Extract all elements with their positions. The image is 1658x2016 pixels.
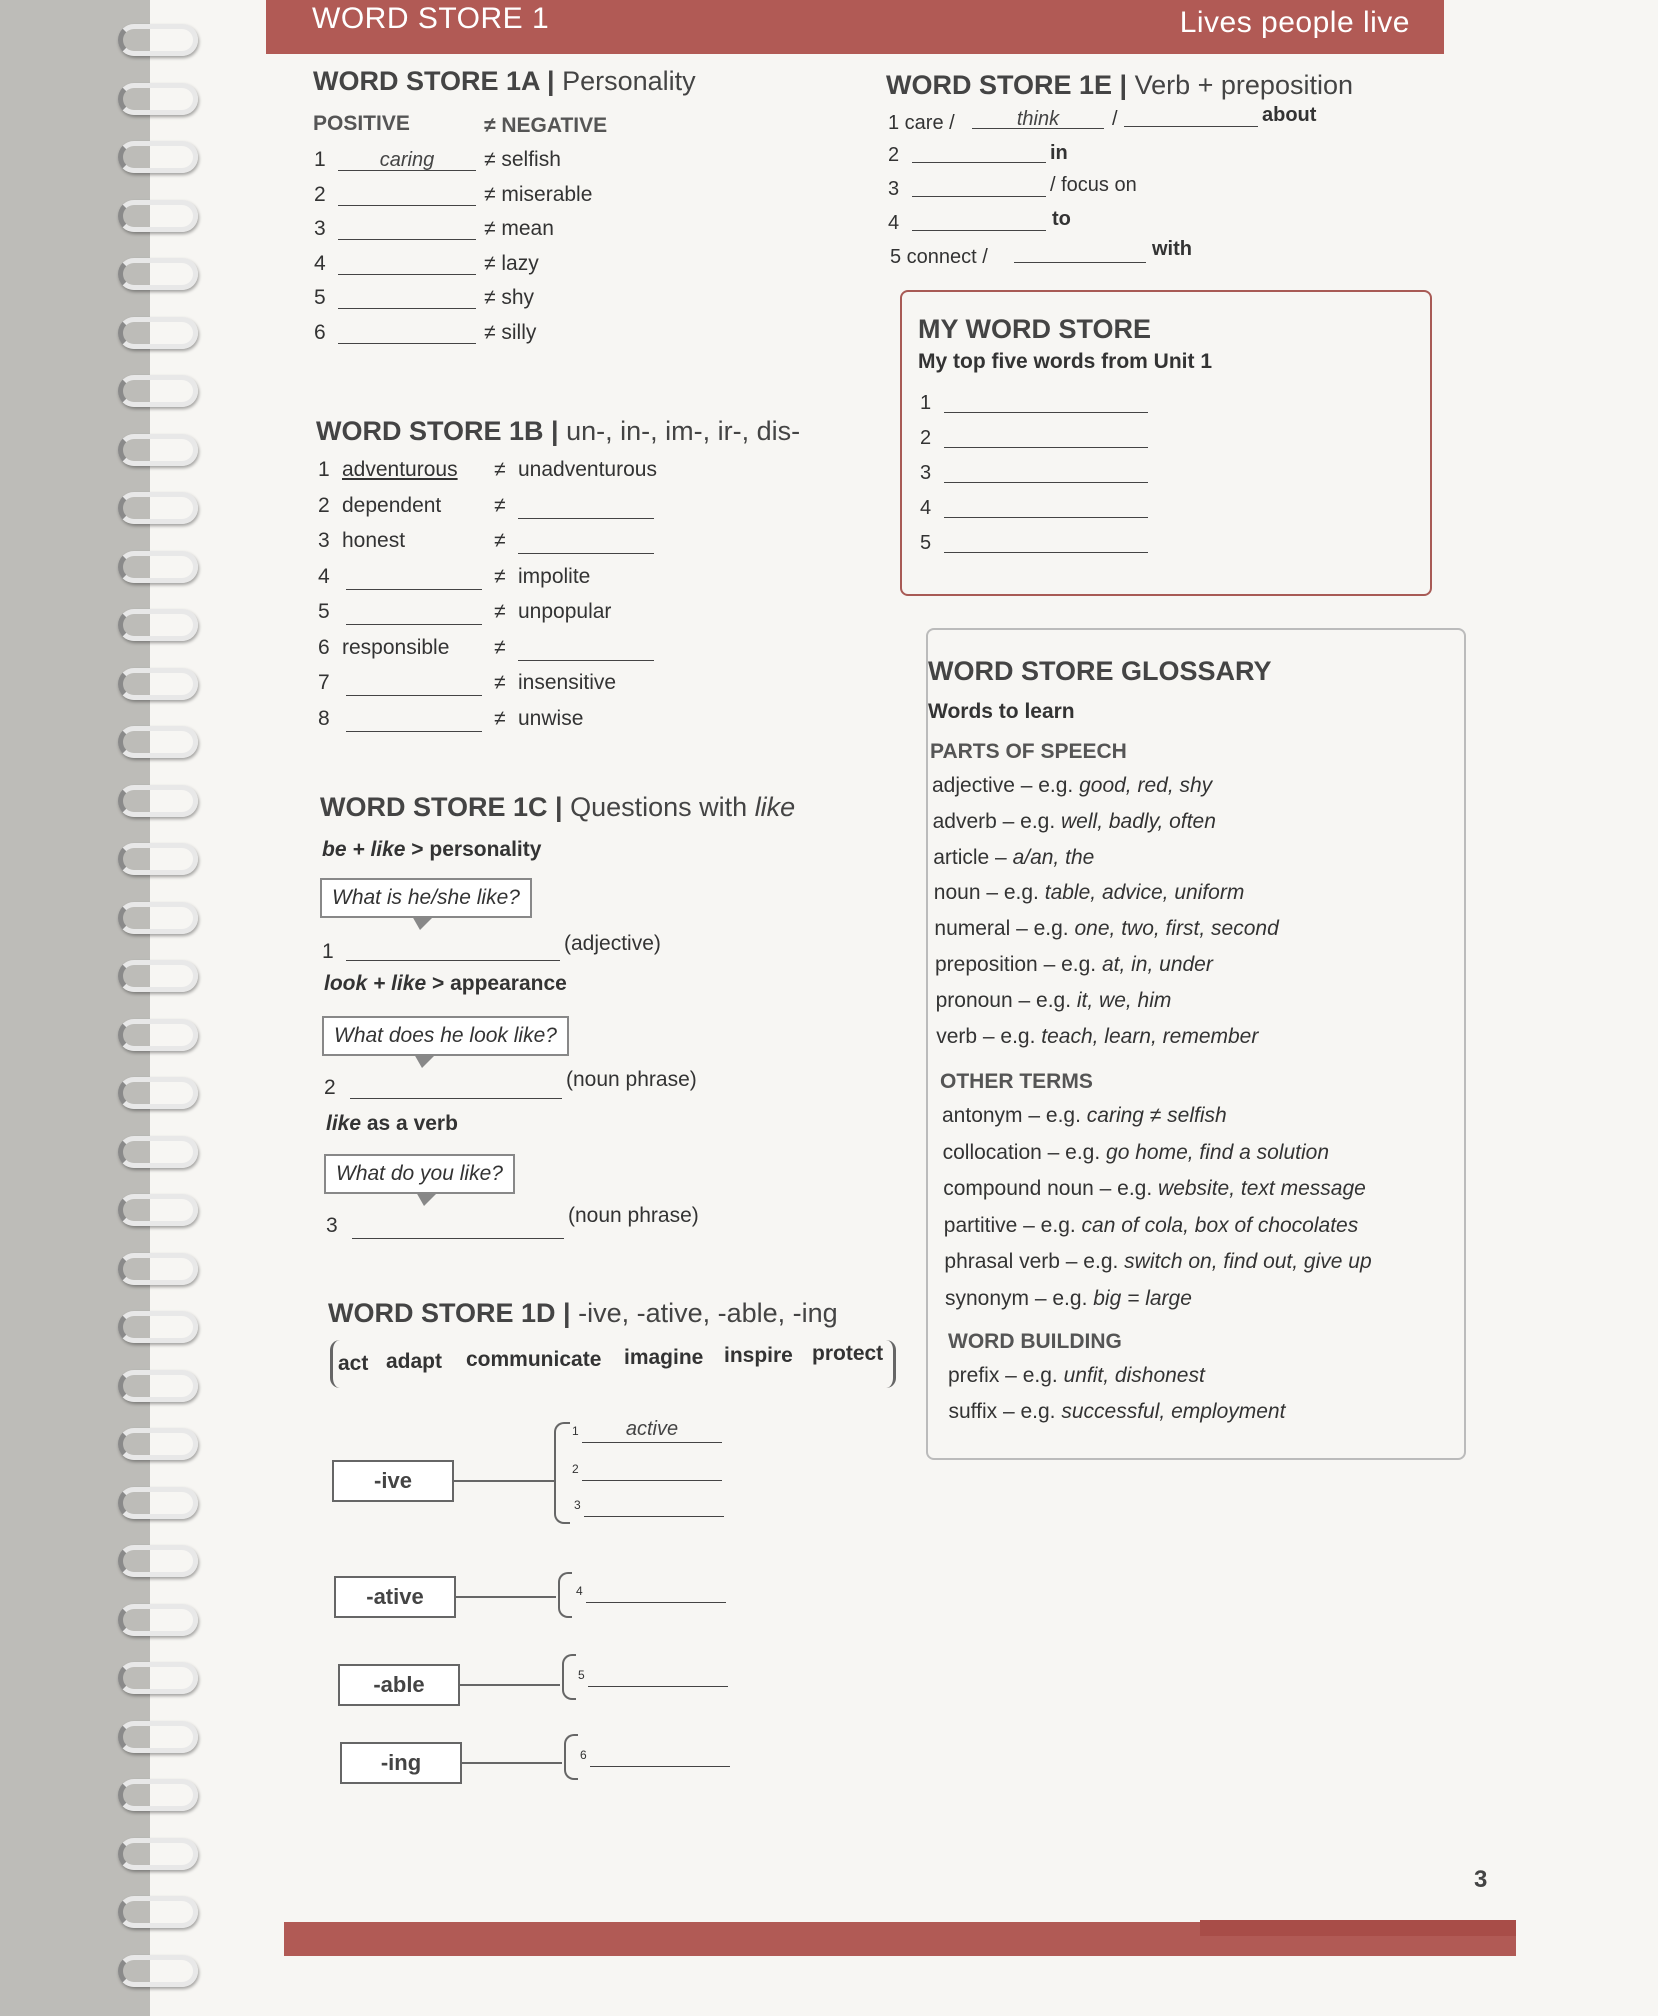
spiral-ring bbox=[118, 1428, 198, 1460]
spiral-ring bbox=[118, 258, 198, 290]
my-word-store-num: 3 bbox=[920, 462, 932, 484]
ws1d-blank-num: 6 bbox=[580, 1748, 587, 1762]
ws1a-row-negative: ≠ mean bbox=[484, 217, 554, 240]
ws1c-label-2: look + like > appearance bbox=[324, 972, 567, 995]
glossary-term: partitive – e.g. bbox=[943, 1213, 1082, 1237]
spiral-ring bbox=[118, 83, 198, 115]
glossary-term: article – bbox=[933, 845, 1013, 869]
spiral-ring bbox=[118, 1194, 198, 1226]
spiral-ring bbox=[118, 141, 198, 173]
ws1d-word-adapt: adapt bbox=[386, 1350, 443, 1373]
glossary-example: big = large bbox=[1093, 1286, 1192, 1310]
my-word-store-blank[interactable] bbox=[944, 447, 1148, 448]
header-bar bbox=[266, 0, 1444, 54]
spiral-ring bbox=[118, 551, 198, 583]
glossary-example: caring ≠ selfish bbox=[1086, 1104, 1227, 1127]
ws1c-bubble-1: What is he/she like? bbox=[320, 878, 532, 918]
ws1b-row-num: 7 bbox=[318, 671, 330, 694]
ws1d-suffix-box: -able bbox=[338, 1664, 460, 1706]
my-word-store-subtitle: My top five words from Unit 1 bbox=[918, 350, 1213, 373]
ws1d-brace bbox=[554, 1422, 570, 1524]
glossary-entry bbox=[932, 774, 1212, 798]
ws1d-suffix-box: -ive bbox=[332, 1460, 454, 1502]
spiral-ring bbox=[118, 1955, 198, 1987]
ws1b-row-symbol: ≠ bbox=[494, 671, 506, 694]
my-word-store-blank[interactable] bbox=[944, 517, 1148, 518]
ws1b-row-blank-positive[interactable] bbox=[346, 731, 482, 732]
spiral-ring bbox=[118, 24, 198, 56]
ws1b-row-blank-positive[interactable] bbox=[346, 695, 482, 696]
spiral-ring bbox=[118, 1311, 198, 1343]
ws1e-row-2-num: 2 bbox=[888, 144, 900, 166]
ws1a-row-num: 4 bbox=[314, 251, 326, 275]
ws1a-row-blank[interactable] bbox=[338, 308, 476, 309]
ws1a-row-num: 3 bbox=[314, 217, 326, 240]
glossary-term: pronoun – e.g. bbox=[935, 988, 1077, 1012]
ws1e-title: WORD STORE 1E | Verb + preposition bbox=[886, 70, 1353, 100]
ws1d-brace bbox=[562, 1654, 576, 1700]
glossary-example: it, we, him bbox=[1076, 988, 1172, 1012]
ws1c-label-3: like as a verb bbox=[326, 1112, 458, 1135]
glossary-term: phrasal verb – e.g. bbox=[944, 1250, 1125, 1273]
my-word-store-num: 4 bbox=[920, 497, 932, 519]
ws1b-row-num: 1 bbox=[318, 458, 330, 481]
header-title: WORD STORE 1 bbox=[312, 2, 550, 35]
glossary-parts-heading: PARTS OF SPEECH bbox=[930, 740, 1127, 763]
glossary-term: suffix – e.g. bbox=[948, 1400, 1062, 1423]
ws1d-connector bbox=[460, 1684, 560, 1686]
glossary-example: table, advice, uniform bbox=[1044, 881, 1245, 905]
ws1b-row-symbol: ≠ bbox=[494, 635, 506, 659]
ws1a-row-answer: caring bbox=[379, 149, 435, 171]
ws1d-blank-line[interactable] bbox=[588, 1686, 728, 1687]
glossary-entry bbox=[933, 810, 1216, 834]
ws1d-blank-line[interactable] bbox=[584, 1516, 724, 1517]
spiral-ring bbox=[118, 1838, 198, 1870]
ws1d-blank-num: 5 bbox=[578, 1668, 585, 1682]
ws1c-hint-3: (noun phrase) bbox=[568, 1204, 699, 1227]
spiral-ring bbox=[118, 1253, 198, 1285]
glossary-title: WORD STORE GLOSSARY bbox=[928, 656, 1272, 686]
spiral-ring bbox=[118, 492, 198, 524]
ws1b-row-blank-positive[interactable] bbox=[346, 589, 482, 590]
glossary-example: go home, find a solution bbox=[1106, 1140, 1330, 1164]
spiral-ring bbox=[118, 960, 198, 992]
glossary-other-heading: OTHER TERMS bbox=[940, 1070, 1093, 1093]
ws1e-row-1-start: 1 care / bbox=[888, 112, 955, 134]
header-unit-title: Lives people live bbox=[1179, 6, 1410, 39]
ws1a-row-blank[interactable] bbox=[338, 274, 476, 275]
ws1b-row-blank-negative[interactable] bbox=[518, 660, 654, 661]
ws1b-row-num: 2 bbox=[318, 493, 330, 517]
ws1b-row-negative: unwise bbox=[518, 706, 584, 730]
ws1c-blank-1[interactable] bbox=[346, 960, 560, 961]
glossary-example: unfit, dishonest bbox=[1063, 1364, 1205, 1387]
ws1b-row-symbol: ≠ bbox=[494, 600, 506, 623]
spiral-ring bbox=[118, 843, 198, 875]
spiral-ring bbox=[118, 726, 198, 758]
my-word-store-num: 2 bbox=[920, 427, 932, 449]
ws1d-blank-num: 4 bbox=[576, 1584, 583, 1598]
ws1e-row-4-prep: to bbox=[1052, 208, 1071, 230]
glossary-example: switch on, find out, give up bbox=[1124, 1250, 1372, 1273]
ws1d-word-inspire: inspire bbox=[724, 1344, 793, 1367]
glossary-example: at, in, under bbox=[1101, 953, 1213, 976]
ws1b-row-positive: honest bbox=[342, 529, 406, 552]
my-word-store-num: 5 bbox=[920, 532, 932, 554]
ws1d-blank-line[interactable] bbox=[582, 1442, 722, 1443]
ws1d-brace bbox=[564, 1734, 578, 1780]
ws1b-row-negative: unpopular bbox=[518, 600, 612, 623]
ws1d-connector bbox=[456, 1596, 556, 1598]
ws1b-row-blank-positive[interactable] bbox=[346, 624, 482, 625]
ws1d-blank-line[interactable] bbox=[590, 1766, 730, 1767]
ws1a-row-num: 1 bbox=[314, 148, 326, 171]
glossary-entry bbox=[933, 846, 1094, 870]
ws1c-num-2: 2 bbox=[324, 1076, 336, 1099]
spiral-ring bbox=[118, 1896, 198, 1928]
ws1a-title: WORD STORE 1A | Personality bbox=[313, 66, 696, 96]
spiral-ring bbox=[118, 785, 198, 817]
ws1c-blank-3[interactable] bbox=[352, 1238, 564, 1239]
ws1d-connector bbox=[454, 1480, 554, 1482]
spiral-ring bbox=[118, 317, 198, 349]
ws1a-row-negative: ≠ shy bbox=[484, 286, 535, 309]
ws1e-blank-2[interactable] bbox=[912, 162, 1046, 163]
my-word-store-blank[interactable] bbox=[944, 552, 1148, 553]
glossary-term: verb – e.g. bbox=[936, 1024, 1042, 1048]
glossary-term: noun – e.g. bbox=[933, 881, 1045, 905]
page-number: 3 bbox=[1474, 1866, 1488, 1893]
glossary-subtitle: Words to learn bbox=[928, 700, 1075, 723]
glossary-entry bbox=[949, 1400, 1286, 1424]
glossary-term: collocation – e.g. bbox=[942, 1140, 1107, 1164]
ws1b-row-num: 4 bbox=[318, 564, 330, 588]
my-word-store-blank[interactable] bbox=[944, 482, 1148, 483]
ws1e-blank-3[interactable] bbox=[912, 196, 1046, 197]
footer-bar-accent bbox=[1200, 1920, 1516, 1936]
ws1d-blank-num: 3 bbox=[574, 1498, 581, 1512]
glossary-example: good, red, shy bbox=[1079, 774, 1213, 797]
ws1e-row-5-prep: with bbox=[1152, 238, 1192, 260]
ws1e-answer-1: think bbox=[1016, 108, 1060, 130]
glossary-example: well, badly, often bbox=[1061, 809, 1216, 833]
ws1e-row-2-prep: in bbox=[1050, 142, 1068, 164]
glossary-entry bbox=[943, 1141, 1329, 1165]
ws1d-word-act: act bbox=[338, 1352, 369, 1375]
glossary-term: adverb – e.g. bbox=[932, 809, 1062, 833]
ws1c-blank-2[interactable] bbox=[350, 1098, 562, 1099]
ws1a-col-positive: POSITIVE bbox=[313, 112, 410, 135]
ws1b-title: WORD STORE 1B | un-, in-, im-, ir-, dis- bbox=[316, 416, 801, 446]
spiral-ring bbox=[118, 1721, 198, 1753]
glossary-entry bbox=[943, 1177, 1366, 1201]
ws1d-word-communicate: communicate bbox=[466, 1348, 602, 1371]
ws1b-row-negative: impolite bbox=[518, 564, 591, 588]
ws1c-num-1: 1 bbox=[322, 940, 334, 963]
ws1d-word-imagine: imagine bbox=[624, 1346, 704, 1369]
glossary-entry bbox=[945, 1287, 1192, 1311]
spiral-ring bbox=[118, 1545, 198, 1577]
spiral-ring bbox=[118, 1370, 198, 1402]
ws1b-row-num: 5 bbox=[318, 600, 330, 623]
glossary-example: one, two, first, second bbox=[1074, 917, 1279, 941]
ws1d-connector bbox=[462, 1762, 562, 1764]
ws1b-row-blank-negative[interactable] bbox=[518, 518, 654, 519]
ws1a-col-negative: ≠ NEGATIVE bbox=[484, 114, 608, 137]
glossary-term: adjective – e.g. bbox=[932, 774, 1080, 797]
spiral-ring bbox=[118, 1019, 198, 1051]
glossary-entry bbox=[944, 1214, 1358, 1238]
ws1e-blank-1b[interactable] bbox=[1124, 126, 1258, 127]
my-word-store-title: MY WORD STORE bbox=[918, 314, 1152, 344]
ws1e-row-4-num: 4 bbox=[888, 212, 900, 234]
glossary-term: compound noun – e.g. bbox=[943, 1177, 1159, 1200]
glossary-example: can of cola, box of chocolates bbox=[1081, 1213, 1359, 1237]
ws1a-row-negative: ≠ lazy bbox=[484, 251, 539, 275]
ws1d-suffix-box: -ing bbox=[340, 1742, 462, 1784]
ws1b-row-symbol: ≠ bbox=[494, 564, 506, 588]
ws1e-blank-5[interactable] bbox=[1014, 262, 1146, 263]
glossary-entry bbox=[935, 953, 1213, 977]
glossary-example: teach, learn, remember bbox=[1041, 1024, 1259, 1048]
spiral-ring bbox=[118, 200, 198, 232]
my-word-store-num: 1 bbox=[920, 392, 932, 414]
ws1d-blank-answer: active bbox=[625, 1418, 679, 1440]
ws1c-label-1: be + like > personality bbox=[322, 838, 542, 861]
glossary-entry bbox=[936, 989, 1172, 1013]
glossary-term: prefix – e.g. bbox=[948, 1364, 1064, 1387]
ws1a-row-negative: ≠ miserable bbox=[484, 182, 593, 206]
ws1d-word-protect: protect bbox=[812, 1342, 884, 1365]
ws1a-row-blank[interactable] bbox=[338, 343, 476, 344]
spiral-ring bbox=[118, 1604, 198, 1636]
glossary-entry bbox=[942, 1104, 1227, 1128]
ws1d-suffix-box: -ative bbox=[334, 1576, 456, 1618]
spiral-ring bbox=[118, 375, 198, 407]
glossary-term: antonym – e.g. bbox=[942, 1104, 1087, 1127]
ws1b-row-negative: unadventurous bbox=[518, 458, 657, 481]
ws1b-row-positive: dependent bbox=[342, 493, 442, 517]
spiral-ring bbox=[118, 1487, 198, 1519]
ws1b-row-num: 8 bbox=[318, 706, 330, 730]
ws1a-row-blank[interactable] bbox=[338, 205, 476, 206]
ws1b-row-symbol: ≠ bbox=[494, 529, 506, 552]
ws1b-row-symbol: ≠ bbox=[494, 706, 506, 730]
spiral-ring bbox=[118, 1077, 198, 1109]
ws1d-blank-num: 2 bbox=[572, 1462, 579, 1476]
ws1d-blank-num: 1 bbox=[572, 1424, 579, 1438]
ws1a-row-num: 2 bbox=[314, 182, 326, 206]
ws1b-row-positive: responsible bbox=[342, 635, 450, 659]
ws1e-row-1-prep: about bbox=[1262, 104, 1317, 126]
ws1c-num-3: 3 bbox=[326, 1214, 338, 1237]
ws1b-row-num: 3 bbox=[318, 529, 330, 552]
glossary-entry bbox=[934, 917, 1278, 941]
ws1e-row-5-start: 5 connect / bbox=[890, 246, 988, 268]
spiral-binding bbox=[118, 10, 198, 2000]
ws1c-hint-2: (noun phrase) bbox=[566, 1068, 697, 1091]
glossary-example: a/an, the bbox=[1012, 845, 1095, 869]
spiral-ring bbox=[118, 434, 198, 466]
my-word-store-blank[interactable] bbox=[944, 412, 1148, 413]
ws1e-row-1-slash: / bbox=[1112, 108, 1118, 130]
ws1d-brace bbox=[558, 1572, 572, 1618]
ws1e-blank-4[interactable] bbox=[912, 230, 1046, 231]
ws1c-hint-1: (adjective) bbox=[564, 932, 661, 955]
ws1b-row-symbol: ≠ bbox=[494, 493, 506, 517]
ws1b-row-blank-negative[interactable] bbox=[518, 553, 654, 554]
ws1b-row-symbol: ≠ bbox=[494, 458, 506, 481]
spiral-ring bbox=[118, 1779, 198, 1811]
glossary-term: preposition – e.g. bbox=[935, 953, 1102, 976]
ws1a-row-negative: ≠ selfish bbox=[484, 148, 561, 171]
ws1b-row-num: 6 bbox=[318, 635, 330, 659]
spiral-ring bbox=[118, 1662, 198, 1694]
glossary-term: synonym – e.g. bbox=[945, 1286, 1094, 1310]
ws1e-row-3-num: 3 bbox=[888, 178, 900, 200]
spiral-ring bbox=[118, 609, 198, 641]
ws1a-row-blank[interactable] bbox=[338, 239, 476, 240]
ws1c-title: WORD STORE 1C | Questions with like bbox=[320, 792, 796, 822]
ws1d-blank-line[interactable] bbox=[586, 1602, 726, 1603]
glossary-entry bbox=[936, 1025, 1258, 1049]
ws1d-blank-line[interactable] bbox=[582, 1480, 722, 1481]
spiral-ring bbox=[118, 902, 198, 934]
glossary-entry bbox=[948, 1364, 1205, 1388]
ws1a-row-negative: ≠ silly bbox=[484, 320, 537, 344]
spiral-ring bbox=[118, 1136, 198, 1168]
spiral-ring bbox=[118, 668, 198, 700]
ws1c-bubble-2: What does he look like? bbox=[322, 1016, 569, 1056]
ws1d-title: WORD STORE 1D | -ive, -ative, -able, -ing bbox=[328, 1298, 838, 1328]
glossary-example: successful, employment bbox=[1061, 1400, 1286, 1423]
ws1c-bubble-3: What do you like? bbox=[324, 1154, 515, 1194]
ws1a-row-num: 5 bbox=[314, 286, 326, 309]
ws1a-row-num: 6 bbox=[314, 320, 326, 344]
glossary-entry bbox=[944, 1250, 1371, 1274]
glossary-building-heading: WORD BUILDING bbox=[948, 1330, 1122, 1353]
glossary-term: numeral – e.g. bbox=[934, 917, 1075, 941]
glossary-entry bbox=[934, 881, 1245, 905]
ws1e-row-3-prep: / focus on bbox=[1050, 174, 1137, 196]
ws1b-row-negative: insensitive bbox=[518, 671, 617, 694]
ws1b-row-positive: adventurous bbox=[342, 458, 458, 481]
glossary-example: website, text message bbox=[1158, 1177, 1366, 1200]
